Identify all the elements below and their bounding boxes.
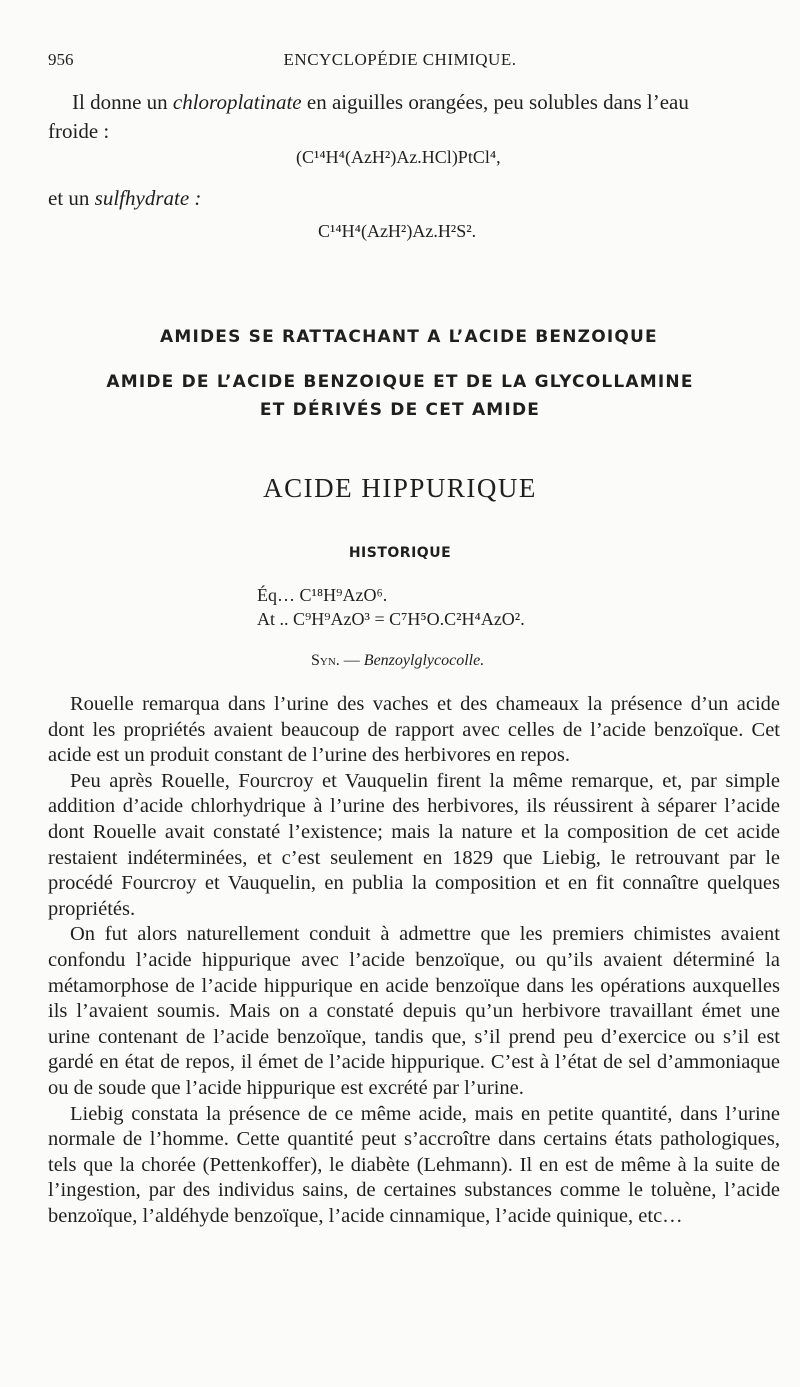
chloroplatinate-formula: (C¹⁴H⁴(AzH²)Az.HCl)PtCl⁴,: [296, 147, 501, 167]
page-number: 956: [48, 50, 74, 69]
subsection-heading-line-1: AMIDE DE L’ACIDE BENZOIQUE ET DE LA GLYCOLLAMINE: [106, 372, 694, 392]
atomic-label: At ..: [257, 609, 289, 629]
article-body: [48, 692, 780, 1229]
synonym-dash: —: [339, 652, 364, 669]
intro-line-1: [72, 88, 689, 117]
subsection-heading-line-2: ET DÉRIVÉS DE CET AMIDE: [259, 400, 541, 420]
intro-line-3: [48, 184, 201, 213]
equivalent-formula: C¹⁸H⁹AzO⁶.: [299, 585, 388, 605]
sulfhydrate-formula: C¹⁴H⁴(AzH²)Az.H²S².: [318, 221, 477, 241]
synonym-line: [311, 652, 484, 670]
synonym-label: Syn.: [311, 652, 340, 669]
atomic-formula: C⁹H⁹AzO³ = C⁷H⁵O.C²H⁴AzO².: [293, 609, 525, 629]
equivalent-formula-row: [257, 585, 387, 606]
atomic-formula-row: [257, 609, 525, 630]
intro-line-1-emphasis: chloroplatinate: [172, 90, 302, 114]
paragraph-4: Liebig constata la présence de ce même acide, mais en petite quantité, dans l’urine normale de l’homme. Cette quantité peut s’accroître dans certains états pathologiques, tels que la chorée (Pettenkoffer), le diabète (Lehmann). Il en est de même à la suite de l’ingestion, par des individus sains, de certaines substances comme le toluène, l’acide benzoïque, l’aldéhyde benzoïque, l’acide cinnamique, l’acide quinique, etc…: [48, 1102, 780, 1227]
intro-line-1-start: Il donne un: [72, 90, 173, 114]
section-heading: AMIDES SE RATTACHANT A L’ACIDE BENZOIQUE: [160, 327, 658, 347]
paragraph-1: Rouelle remarqua dans l’urine des vaches et des chameaux la présence d’un acide dont les propriétés avaient beaucoup de rapport avec celles de l’acide benzoïque. Cet acide est un produit constant de l’urine des herbivores en repos.: [48, 693, 780, 767]
paragraph-3: On fut alors naturellement conduit à admettre que les premiers chimistes avaient confondu l’acide hippurique avec l’acide benzoïque, ou qu’ils avaient déterminé la métamorphose de l’acide hippurique en acide benzoïque dans les opérations auxquelles ils l’avaient soumis. Mais on a constaté depuis qu’un herbivore travaillant émet une urine contenant de l’acide benzoïque, tandis que, s’il prend peu d’exercice ou s’il est gardé en état de repos, il émet de l’acide hippurique. C’est à l’état de sel d’ammoniaque ou de soude que l’acide hippurique est excrété par l’urine.: [48, 923, 780, 1099]
running-title: ENCYCLOPÉDIE CHIMIQUE.: [283, 50, 517, 69]
equivalent-label: Éq…: [257, 585, 295, 605]
synonym-value: Benzoylglycocolle.: [363, 652, 485, 669]
intro-line-3-start: et un: [48, 186, 95, 210]
intro-line-1-end: en aiguilles orangées, peu solubles dans l’eau: [301, 90, 689, 114]
paragraph-2: Peu après Rouelle, Fourcroy et Vauquelin firent la même remarque, et, par simple addition d’acide chlorhydrique à l’urine des herbivores, ils réussirent à séparer l’acide dont Rouelle avait constaté l’existence; mais la nature et la composition de cet acide restaient indéterminées, et c’est seulement en 1829 que Liebig, le retrouvant par le procédé Fourcroy et Vauquelin, en publia la composition et en fit connaître quelques propriétés.: [48, 769, 780, 920]
intro-line-3-emphasis: sulfhydrate :: [94, 186, 202, 210]
article-title: ACIDE HIPPURIQUE: [263, 473, 537, 503]
historique-heading: HISTORIQUE: [348, 545, 452, 561]
intro-line-2: froide :: [48, 119, 110, 143]
